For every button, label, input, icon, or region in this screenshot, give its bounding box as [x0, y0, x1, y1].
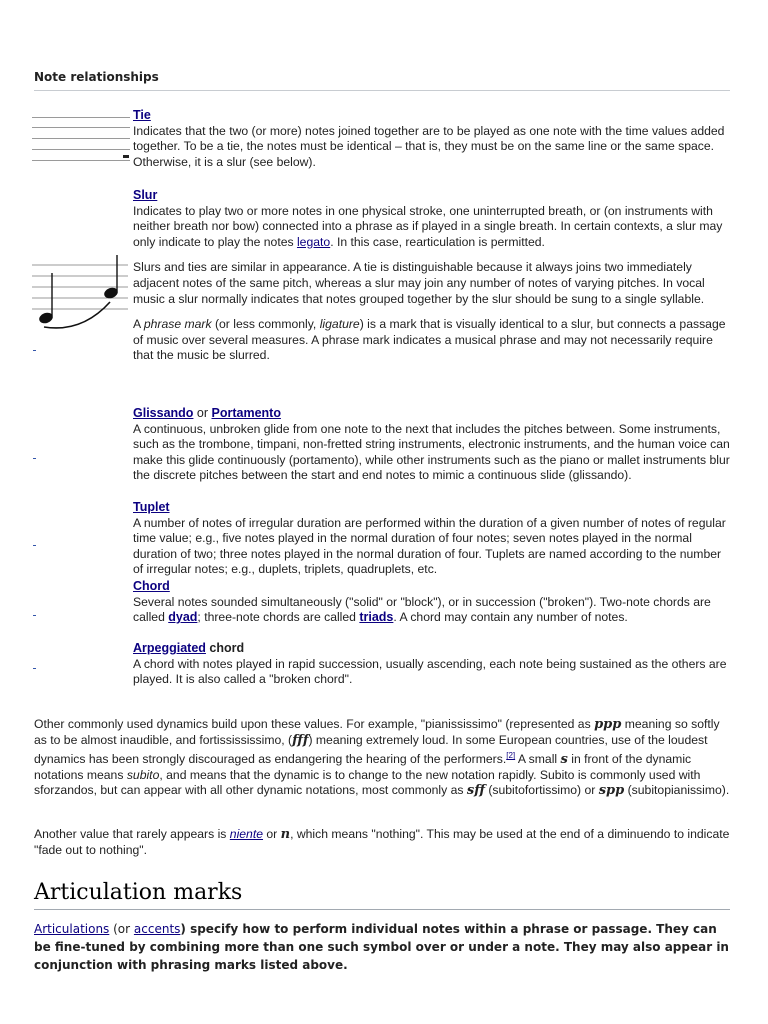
arpeggiated-entry: Arpeggiated chord A chord with notes played in rapid succession, usually ascending, each note being sustained as the others are played. It is also called a "broken chord". [133, 641, 733, 688]
tie-entry [133, 108, 733, 170]
chord-link[interactable]: Chord [133, 579, 170, 593]
chord-image-mark [33, 615, 36, 616]
slur-image-caption-mark [33, 350, 36, 351]
reference-link[interactable]: [2] [506, 751, 516, 761]
arpeggiated-link[interactable]: Arpeggiated [133, 641, 206, 655]
phrase-mark-paragraph: A phrase mark (or less commonly, ligature) is a mark that is visually identical to a slur, but connects a passage of music over several measures. A phrase mark indicates a musical phrase and may not necessarily require that the music be slurred. [133, 317, 726, 363]
fff-symbol: fff [292, 732, 309, 748]
articulations-link[interactable]: Articulations [34, 922, 110, 936]
dyad-link[interactable]: dyad [168, 610, 198, 625]
portamento-link[interactable]: Portamento [211, 406, 281, 420]
section-title: Note relationships [34, 70, 730, 91]
slur-link[interactable]: Slur [133, 188, 158, 202]
slur-entry [133, 188, 733, 364]
slur-staff-image [30, 255, 130, 335]
ppp-symbol: ppp [594, 717, 622, 732]
s-symbol: s [560, 752, 568, 768]
tuplet-entry [133, 500, 733, 578]
niente-link[interactable]: niente [229, 827, 264, 841]
arpeggiated-image-mark [33, 668, 36, 669]
glissando-entry: Glissando or Portamento A continuous, unbroken glide from one note to the next that includes the pitches between. Some instruments, such as the trombone, timpani, non-fretted string instruments, electronic instruments, and the human voice can make this glide continuously (portamento), while other instruments such as the piano or mallet instruments blur the discrete pitches between the start and end notes to mimic a continuous slide (glissando). [133, 406, 733, 484]
dynamics-paragraph: Other commonly used dynamics build upon these values. For example, "pianississimo" (represented as ppp meaning so softly as to be almost inaudible, and fortissississimo, (fff) meaning extremely loud. In some European countries, use of the loudest dynamics has been strongly discouraged as endangering the hearing of the performers.[2] A small s in front of the dynamic notations means subito, and means that the dynamic is to change to the new notation rapidly. Subito is commonly used with sforzandos, but can appear with all other dynamic notations, most commonly as sff (subitofortissimo) or spp (subitopianissimo). [34, 717, 730, 799]
chord-entry [133, 579, 733, 626]
triads-link[interactable]: triads [359, 610, 394, 625]
niente-paragraph: Another value that rarely appears is niente or n, which means "nothing". This may be used at the end of a diminuendo to indicate "fade out to nothing". [34, 827, 730, 857]
tie-link[interactable]: Tie [133, 108, 151, 122]
accents-link[interactable]: accents [133, 922, 181, 936]
n-symbol: n [280, 827, 291, 842]
slur-description: Indicates to play two or more notes in one physical stroke, one uninterrupted breath, or (on instruments with neither breath nor bow) connected into a phrase as if played in a single breath. In certain contexts, a slur may only indicate to play the notes legato. In this case, rearticulation is permitted. [133, 203, 723, 249]
tuplet-image-mark [33, 545, 36, 546]
legato-link[interactable]: legato [296, 234, 331, 249]
glissando-link[interactable]: Glissando [133, 406, 194, 420]
articulation-heading: Articulation marks [34, 880, 730, 910]
slur-tie-comparison: Slurs and ties are similar in appearance. A tie is distinguishable because it always joins two immediately adjacent notes of the same pitch, whereas a slur may join any number of notes of varying pitches. In vocal music a slur normally indicates that notes grouped together by the slur should be sung to a single syllable. [133, 260, 705, 306]
tuplet-description: A number of notes of irregular duration are performed within the duration of a given number of notes of regular time value; e.g., five notes played in the normal duration of four notes; seven notes played in the normal duration of two; three notes played in the normal duration of four. Tuplets are named according to the number of irregular notes; e.g., duplets, triplets, quadruplets, etc. [133, 515, 726, 577]
chord-description: Several notes sounded simultaneously ("solid" or "block"), or in succession ("broken"). Two-note chords are called dyad; three-note chords are called triads. A chord may contain any number of notes. [133, 594, 711, 625]
arpeggiated-description: A chord with notes played in rapid succession, usually ascending, each note being sustained as the others are played. It is also called a "broken chord". [133, 656, 727, 687]
spp-symbol: spp [598, 783, 625, 799]
tuplet-link[interactable]: Tuplet [133, 500, 170, 514]
tie-description: Indicates that the two (or more) notes joined together are to be played as one note with the time values added together. To be a tie, the notes must be identical – that is, they must be on the same line or the same space. Otherwise, it is a slur (see below). [133, 123, 725, 169]
sff-symbol: sff [466, 783, 485, 799]
glissando-description: A continuous, unbroken glide from one note to the next that includes the pitches between. Some instruments, such as the trombone, timpani, non-fretted string instruments, electronic instruments, and the human voice can make this glide continuously (portamento), while other instruments such as the piano or mallet instruments blur the discrete pitches between the start and end notes to mimic a continuous slide (glissando). [133, 421, 730, 483]
articulation-paragraph: Articulations (or accents) specify how to perform individual notes within a phrase or passage. They can be fine-tuned by combining more than one such symbol over or under a note. They may also appear in conjunction with phrasing marks listed above. [34, 922, 729, 972]
glissando-image-mark [33, 458, 36, 459]
